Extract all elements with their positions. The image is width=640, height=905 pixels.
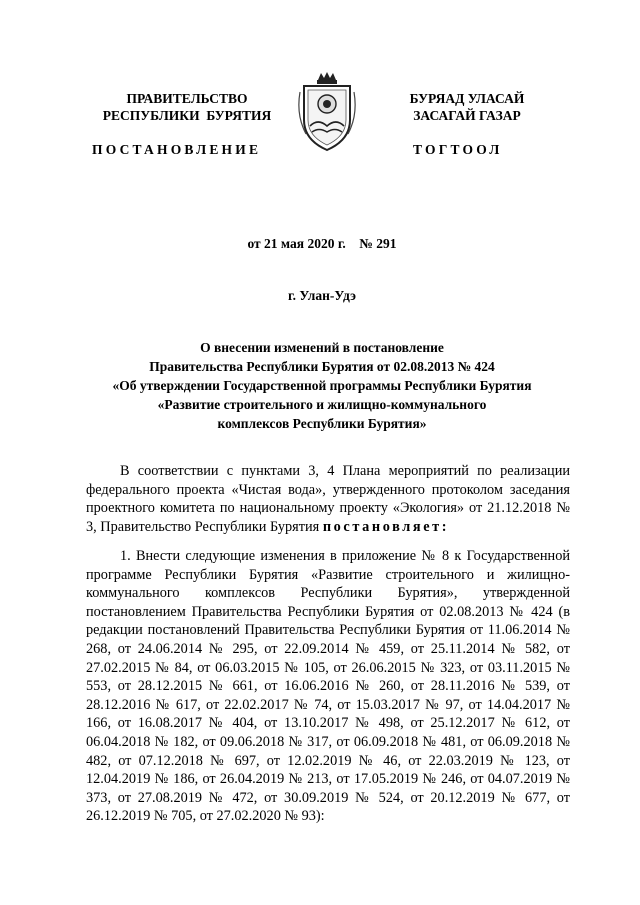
preamble-paragraph xyxy=(86,462,570,536)
title-line: О внесении изменений в постановление xyxy=(200,340,444,355)
issuer-right-line1: БУРЯАД УЛАСАЙ xyxy=(409,91,525,106)
title-line: «Развитие строительного и жилищно-коммунального xyxy=(157,397,487,412)
date-number: от 21 мая 2020 г. № 291 xyxy=(247,236,397,251)
issuer-right-line2: ЗАСАГАЙ ГАЗАР xyxy=(413,108,521,123)
city: г. Улан-Удэ xyxy=(288,288,356,303)
title-line: Правительства Республики Бурятия от 02.08.2013 № 424 xyxy=(149,359,495,374)
issuer-right xyxy=(372,90,562,124)
item-1-text: 1. Внести следующие изменения в приложение № 8 к Государственной программе Республики Бурятия «Развитие строительного и жилищно-коммунального комплексов Республики Бурятия», утвержденной постановлением Правительства Республики Бурятия от 02.08.2013 № 424 (в редакции постановлений Правительства Республики Бурятия от 11.06.2014 № 268, от 24.06.2014 № 295, от 22.09.2014 № 459, от 25.11.2014 № 582, от 27.02.2015 № 84, от 06.03.2015 № 105, от 26.06.2015 № 323, от 03.11.2015 № 553, от 28.12.2015 № 661, от 16.06.2016 № 260, от 28.11.2016 № 539, от 28.12.2016 № 617, от 22.02.2017 № 74, от 15.03.2017 № 97, от 14.04.2017 № 166, от 16.08.2017 № 404, от 13.10.2017 № 498, от 25.12.2017 № 612, от 06.04.2018 № 182, от 09.06.2018 № 317, от 06.09.2018 № 481, от 06.09.2018 № 482, от 07.12.2018 № 697, от 12.02.2019 № 46, от 22.03.2019 № 123, от 12.04.2019 № 186, от 26.04.2019 № 213, от 17.05.2019 № 246, от 04.07.2019 № 373, от 27.08.2019 № 472, от 30.09.2019 № 524, от 20.12.2019 № 677, от 26.12.2019 № 705, от 27.02.2020 № 93): xyxy=(86,548,570,825)
issuer-left xyxy=(92,90,282,124)
issuer-left-line1: ПРАВИТЕЛЬСТВО xyxy=(126,91,248,106)
document-title xyxy=(70,338,574,433)
issuer-left-line2: РЕСПУБЛИКИ БУРЯТИЯ xyxy=(102,108,272,123)
preamble-text: В соответствии с пунктами 3, 4 Плана мероприятий по реализации федерального проекта «Чистая вода», утвержденного протоколом заседания проектного комитета по национальному проекту «Экология» от 21.12.2018 № 3, Правительство Республики Бурятия xyxy=(86,463,570,535)
title-line: комплексов Республики Бурятия» xyxy=(217,416,427,431)
preamble-emphasis: постановляет: xyxy=(322,518,450,535)
doc-type-left: ПОСТАНОВЛЕНИЕ xyxy=(92,142,262,157)
coat-of-arms-icon xyxy=(296,70,358,154)
title-line: «Об утверждении Государственной программы Республики Бурятия xyxy=(112,378,532,393)
doc-type-right: ТОГТООЛ xyxy=(413,142,503,157)
item-1-paragraph xyxy=(86,547,570,826)
